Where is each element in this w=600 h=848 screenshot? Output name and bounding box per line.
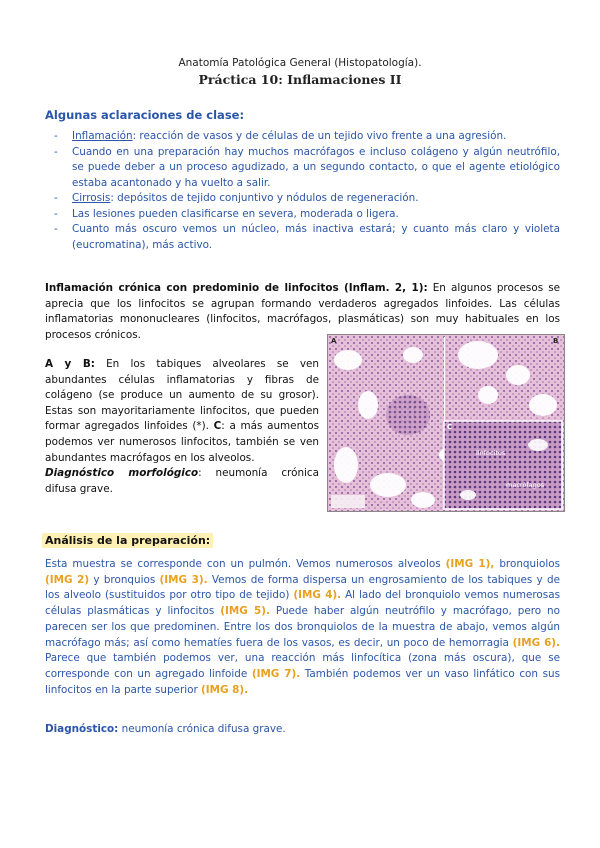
img-ref-8: (IMG 8). [201,683,249,696]
list-item: - Cuanto más oscuro vemos un núcleo, más inactiva estará; y cuanto más claro y violeta (eucromatina), más activo. [54,223,560,251]
analysis-text: y bronquios [89,573,160,586]
item-text: Cuanto más oscuro vemos un núcleo, más inactiva estará; y cuanto más claro y violeta (eucromatina), más activo. [72,223,560,251]
term-cirrosis: Cirrosis [72,192,111,204]
analysis-text: Parece que también podemos ver, una reacción más linfocítica (zona más oscura), que se corresponde con un agregado linfoide [45,652,560,680]
figure-label-a: A [331,337,337,345]
img-ref-7: (IMG 7). [251,667,301,680]
term-inflamacion: Inflamación [72,130,133,142]
figure-label-linfocitos: linfocitos [476,449,506,457]
figure-label-c: C [447,423,453,431]
final-diagnosis [45,723,286,735]
img-ref-6: (IMG 6). [512,636,561,649]
list-item: - Las lesiones pueden clasificarse en severa, moderada o ligera. [54,207,399,220]
item-text: Las lesiones pueden clasificarse en severa, moderada o ligera. [72,207,399,220]
morph-diagnosis-text: : neumonía crónica difusa grave. [45,467,320,495]
img-ref-5: (IMG 5). [220,605,270,618]
item-text: : reacción de vasos y de células de un tejido vivo frente a una agresión. [132,130,507,142]
c-label: C [213,420,222,433]
list-item: - Inflamación: reacción de vasos y de células de un tejido vivo frente a una agresión. [54,130,507,142]
item-text: Cuando en una preparación hay muchos macrófagos e incluso colágeno y algún neutrófilo, se puede deber a un proceso agudizado, a un segundo contacto, o que el agente etiológico estaba acantonado y ha vuelto a salir. [72,145,560,189]
c-text: : a más aumentos podemos ver numerosos linfocitos, también se ven abundantes macrófagos en los alveolos. [45,420,320,464]
img-ref-1: (IMG 1), [445,558,495,570]
ab-text: En los tabiques alveolares se ven abundantes células inflamatorias y fibras de colágeno (se produce un aumento de su grosor). Estas son mayoritariamente linfocitos, que pueden formar agregados linfoides (*). [45,358,320,433]
analysis-text: Al lado del bronquiolo vemos numerosas células plasmáticas y linfocitos [45,589,560,618]
clarifications-heading: Algunas aclaraciones de clase: [45,108,245,122]
analysis-text: Vemos de forma dispersa un engrosamiento de los tabiques y de los alveolo (sustituidos por otro tipo de tejido) [45,573,560,602]
ab-label: A y B: [45,358,95,370]
img-ref-2: (IMG 2) [45,573,90,586]
chronic-heading: Inflamación crónica con predominio de linfocitos (Inflam. 2, 1): [45,282,428,294]
diagnosis-text: neumonía crónica difusa grave. [118,723,286,735]
course-subtitle: Anatomía Patológica General (Histopatología). [178,57,422,69]
histology-figure [327,334,565,512]
analysis-text: Puede haber algún neutrófilo y macrófago, pero no parecen ser los que predominen. Entre los dos bronquiolos de la muestra de abajo, vemos algún macrófago más; así como hematíes fuera de los vasos, es decir, un poco de hemorragia [45,605,561,649]
analysis-heading: Análisis de la preparación: [42,533,213,548]
chronic-text: En algunos procesos se aprecia que los linfocitos se agrupan formando verdaderos agregados linfoides. Las células inflamatorias mononucleares (linfocitos, macrófagos, plasmáticas) son muy habituales en los procesos crónicos. [45,282,560,341]
ab-description [45,357,319,497]
item-text: : depósitos de tejido conjuntivo y nódulos de regeneración. [110,192,419,204]
diagnosis-label: Diagnóstico: [45,723,119,735]
img-ref-4: (IMG 4). [293,589,342,602]
list-item: - Cirrosis: depósitos de tejido conjuntivo y nódulos de regeneración. [54,192,419,204]
analysis-paragraph [45,557,560,698]
analysis-text: Esta muestra se corresponde con un pulmón. Vemos numerosos alveolos [45,558,446,570]
clarifications-list [45,129,560,253]
figure-label-macrofagos: macrófagos [506,481,545,489]
analysis-text: También podemos ver un vaso linfático con sus linfocitos en la parte superior [45,667,560,696]
figure-label-b: B [553,337,559,345]
list-item: - Cuando en una preparación hay muchos macrófagos e incluso colágeno y algún neutrófilo, se puede deber a un proceso agudizado, a un segundo contacto, o que el agente etiológico estaba acantonado y ha vuelto a salir. [54,145,560,189]
practice-title: Práctica 10: Inflamaciones II [198,72,402,87]
morph-diagnosis-label: Diagnóstico morfológico [45,467,199,480]
img-ref-3: (IMG 3). [159,573,208,586]
analysis-text: bronquiolos [494,558,560,570]
